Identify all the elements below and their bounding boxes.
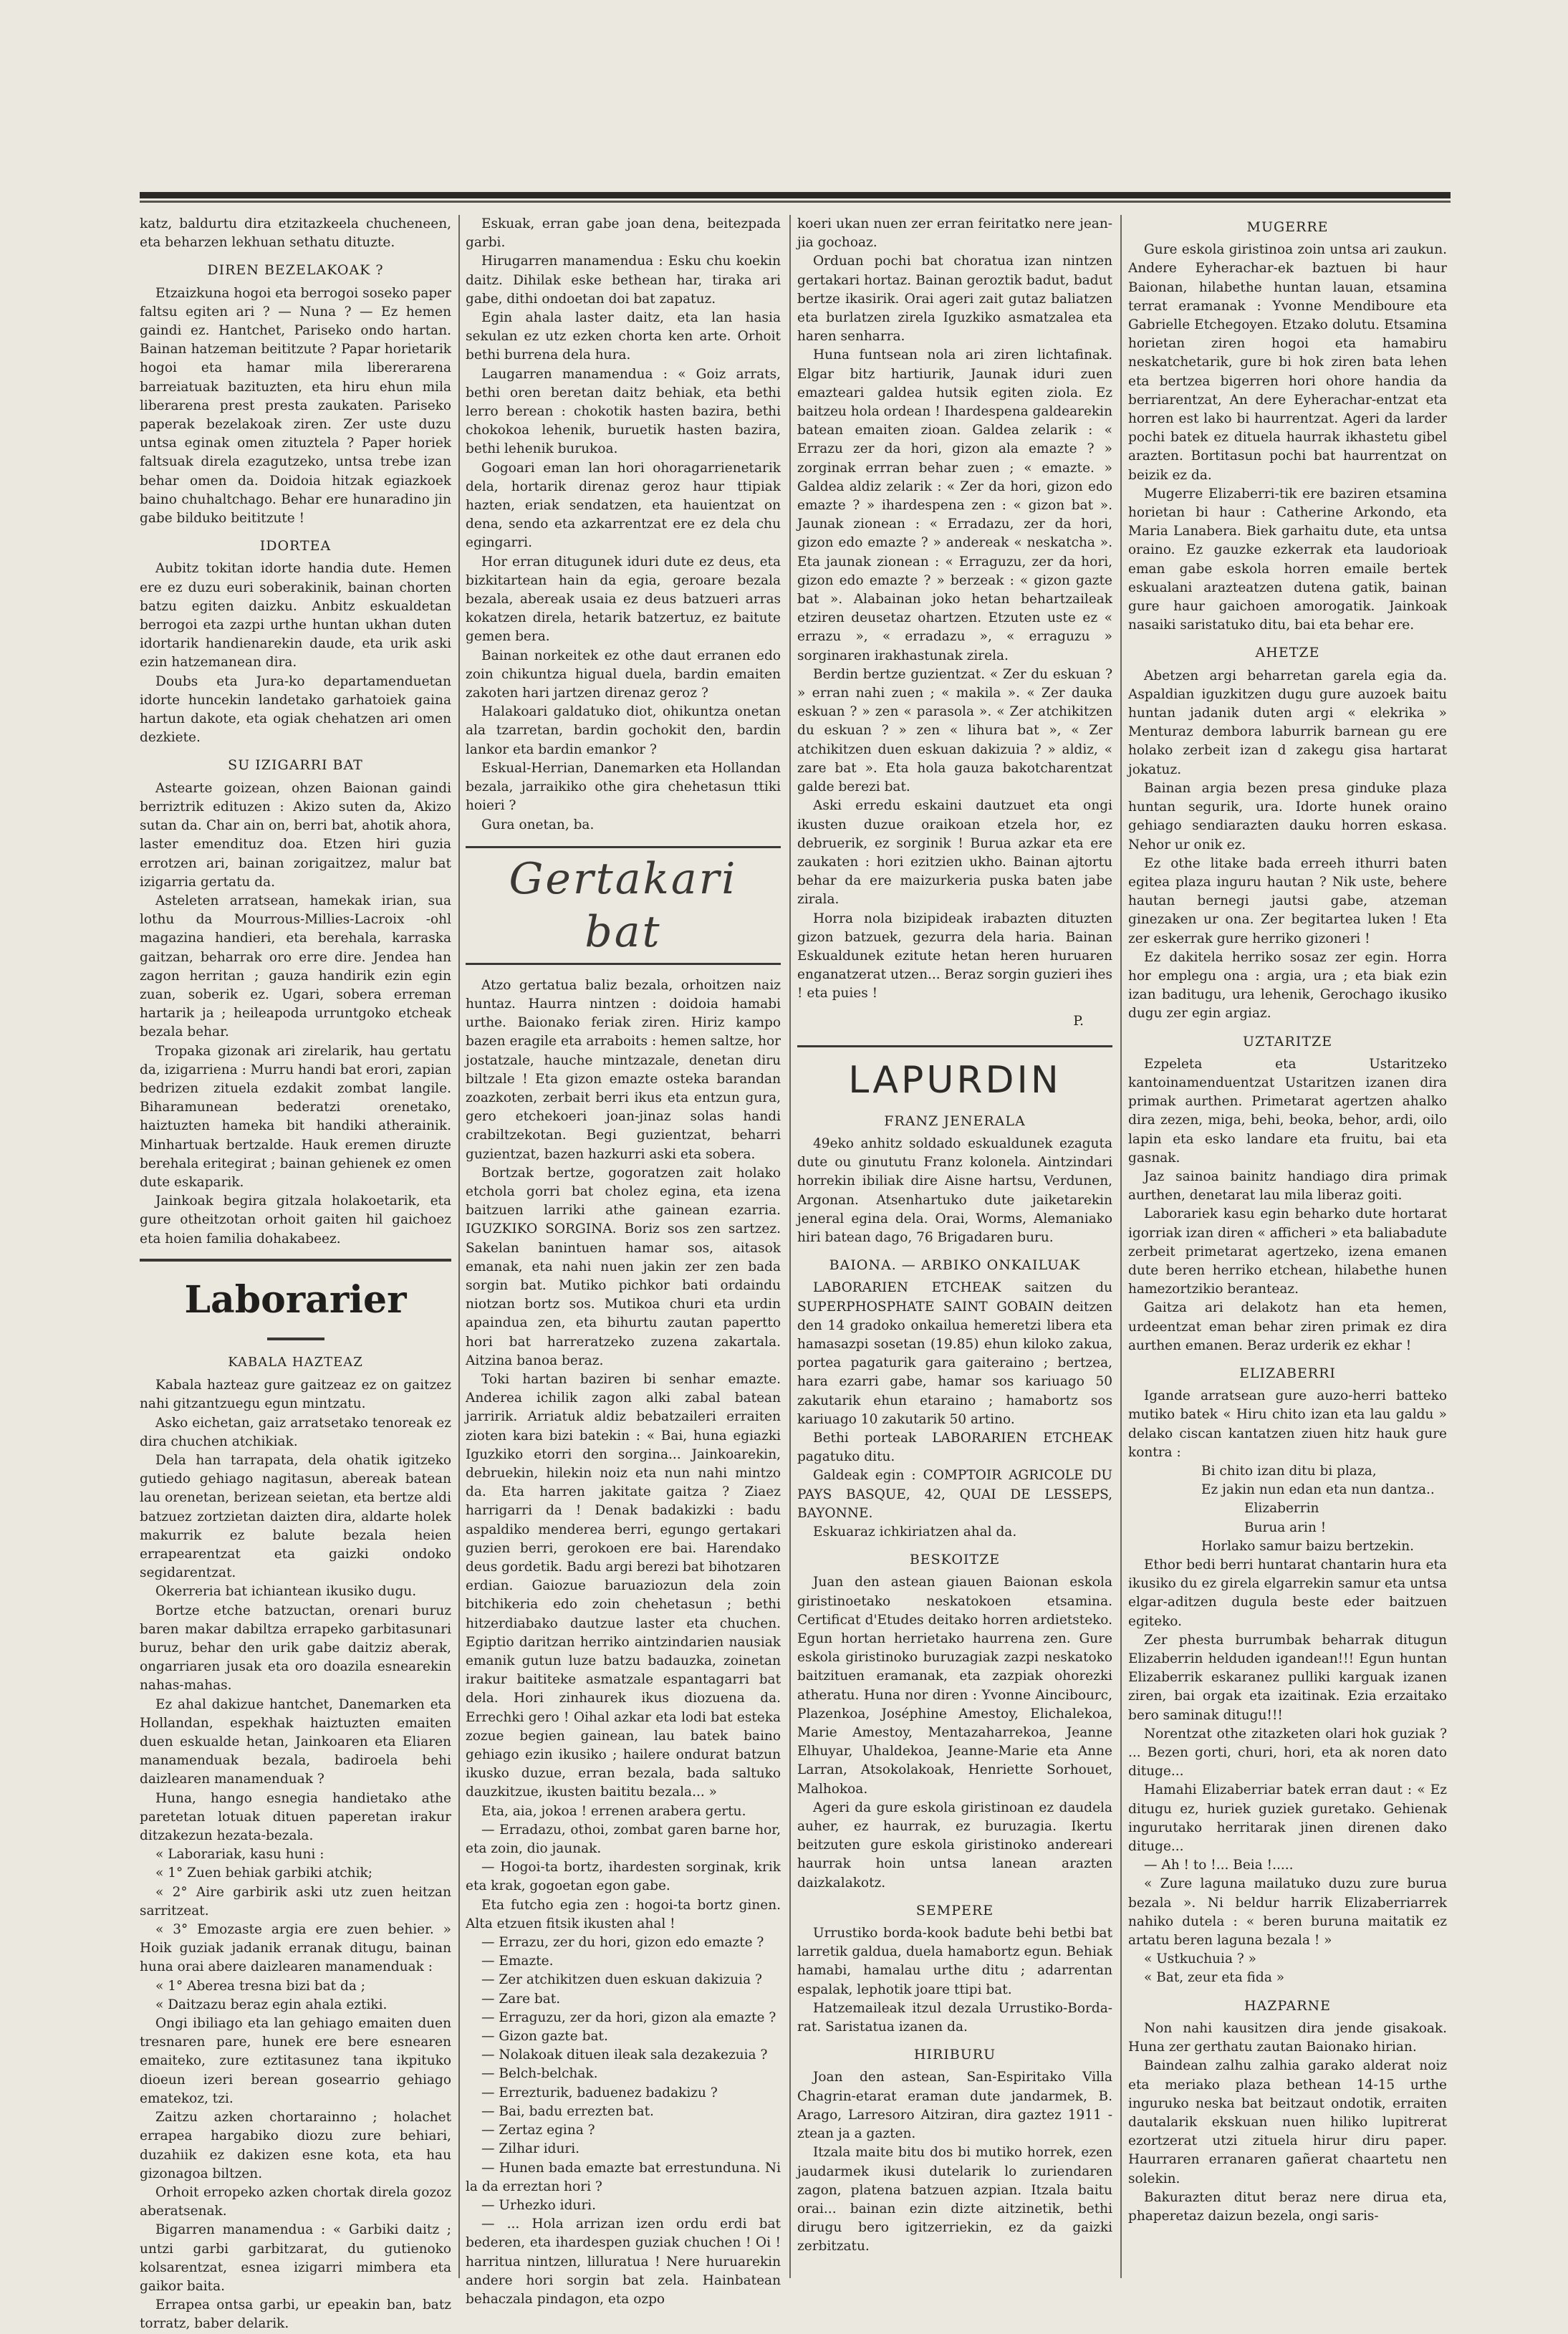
heading-ornament — [140, 1327, 451, 1346]
section-heading: HAZPARNE — [1244, 1997, 1332, 2014]
dialogue-line: — Bai, badu errezten bat. — [481, 2103, 654, 2119]
section-heading: ELIZABERRI — [1239, 1365, 1336, 1381]
section-heading: BESKOITZE — [909, 1552, 1001, 1568]
dialogue-line: — Zilhar iduri. — [481, 2141, 580, 2157]
paragraph: Joan den astean, San-Espiritako Villa Chagrin-etarat eraman dute jandarmek, B. Arago, Larresoro Aitziran, dira gaztez 1911 -ztean ja a gazten. — [797, 2070, 1112, 2142]
column-divider — [458, 215, 460, 2278]
paragraph: « Bat, zeur eta fida » — [1144, 1970, 1285, 1986]
column-3 — [797, 215, 1112, 2292]
paragraph: Doubs eta Jura-ko departamenduetan idorte huncekin landetako garhatoiek gaina hartun dakote, eta ogiak chehatzen ari omen dezkiete. — [140, 673, 451, 746]
paragraph: Dela han tarrapata, dela ohatik igitzeko gutiedo gehiago nagitasun, abereak batean lau orenetan, berizean seietan, eta bertze aldi batzuez zortzietan daizten dira, aldarte holek makurrik ez balute bezala heien errapearentzat eta gaizki ondoko segidarentzat. — [140, 1452, 451, 1581]
paragraph: « 1° Zuen behiak garbiki atchik; — [155, 1865, 372, 1881]
paragraph: Bainan norkeitek ez othe daut erranen edo zoin chikuntza higual duela, bardin emaiten zakoten hari jartzen direnaz geroz ? — [466, 648, 781, 701]
dialogue-line: — Zer atchikitzen duen eskuan dakizuia ? — [481, 1972, 762, 1988]
paragraph: Tropaka gizonak ari zirelarik, hau gertatu da, izigarriena : Murru handi bat erori, zapian bedrizen zituela ezdakit zombat langile. Biharamunean bederatzi orenetako, haiztuzten hameka bit handiki atherainik. Minhartuak bertzalde. Hauk eremen diruzte berehala eritegirat ; bainan gehienek ez omen dute eskaparik. — [140, 1043, 451, 1190]
paragraph: Baindean zalhu zalhia garako alderat noiz eta meriako plaza bethean 14-15 urthe inguruko neska bat beitzaut ondotik, erraiten dautalarik ekskuan nuen hiliko lupitrerat ezortzerat utzi zituela hirur diru paper. Haurraren erranaren gañerat chaartetu nen solekin. — [1128, 2058, 1447, 2186]
paragraph: « Zure laguna mailatuko duzu zure burua bezala ». Ni beldur harrik Elizaberriarrek nahiko dutela : « beren buruna maitatik ez artatu beren laguna bezala ! » — [1128, 1876, 1447, 1949]
paragraph: Astearte goizean, ohzen Baionan gaindi berriztrik edituzen : Akizo suten da, Akizo sutan da. Char ain on, berri bat, ahotik ahora, laster emendituz doa. Etzen hiri guzia errotzen ari, bainan zorigaitzez, malur bat izigarria gertatu da. — [140, 780, 451, 890]
paragraph: Ez othe litake bada erreeh ithurri baten egitea plaza inguru hautan ? Nik uste, behere hautan bernegi jautsi gabe, atzeman ginezaken ur ona. Zer begitartea luken ! Eta zer eskerrak gure herriko gizoneri ! — [1128, 855, 1447, 946]
dialogue-line: — Urhezko iduri. — [481, 2197, 596, 2213]
gertakari-heading: Gertakari bat — [466, 846, 781, 965]
paragraph: — ... Hola arrizan izen ordu erdi bat bederen, eta ihardespen guziak chuchen ! Oi ! harritua nintzen, lilluratua ! Nere huruarekin andere hori sorgin bat zela. Hainbatean behaczala pindagon, eta ozpo — [466, 2217, 781, 2307]
column-divider — [789, 215, 791, 2278]
paragraph: Bakurazten ditut beraz nere dirua eta, phaperetaz daizun bezela, ongi saris- — [1128, 2189, 1447, 2224]
paragraph: Laugarren manamendua : « Goiz arrats, bethi oren beretan daitz behiak, eta bethi lerro berean : chokotik hasten bazira, bethi chokokoa lehenik, buruetik hasten bazira, bethi lehenik burukoa. — [466, 366, 781, 457]
paragraph: Eskual-Herrian, Danemarken eta Hollandan bezala, jarraikiko othe gira chehetasun ttiki hoieri ? — [466, 760, 781, 814]
dialogue-line: — Zertaz egina ? — [481, 2123, 595, 2138]
dialogue-line: — Gizon gazte bat. — [481, 2029, 608, 2045]
section-heading: UZTARITZE — [1242, 1033, 1333, 1050]
paragraph: Jainkoak begira gitzala holakoetarik, eta gure otheitzotan orhoit gaiten hil gaichoez eta hoien familia dohakabeez. — [140, 1194, 451, 1247]
paragraph: Hamahi Elizaberriar batek erran daut : « Ez ditugu ez, huriek guziek guretako. Gehienak ingurutako herritarak jinen direnen dako dituge... — [1128, 1782, 1447, 1855]
paragraph: Horra nola bizipideak irabazten dituzten gizon batzuek, gezurra dela haria. Bainan Eskualdunek ezitute hetan heren huruaren enganatzerat utzen... Beraz sorgin guzieri ihes ! eta puies ! — [797, 911, 1112, 1002]
section-heading: KABALA HAZTEAZ — [228, 1354, 363, 1370]
section-heading: SU IZIGARRI BAT — [228, 757, 363, 774]
paragraph: Igande arratsean gure auzo-herri batteko mutiko batek « Hiru chito izan eta lau galdu » delako ciscan kantatzen ziuen hitz hauk gure kontra : — [1128, 1388, 1447, 1460]
verse-line: Ez jakin nun edan eta nun dantza.. — [1201, 1482, 1435, 1498]
section-heading: HIRIBURU — [913, 2047, 996, 2063]
paragraph: « 2° Aire garbirik aski utz zuen heitzan sarritzeat. — [140, 1884, 451, 1918]
dialogue-line: — Erradazu, othoi, zombat garen barne hor, eta zoin, dio jaunak. — [466, 1822, 781, 1857]
paragraph: Errapea ontsa garbi, ur epeakin ban, batz torratz, baber delarik. — [140, 2297, 451, 2332]
section-heading: SEMPERE — [915, 1902, 994, 1918]
paragraph: Zer phesta burrumbak beharrak ditugun Elizaberrin helduden igandean!!! Egun huntan Elizaberrik eskaranez pulliki karguak izanen ziren, bai orgak eta izaitinak. Ezia erzaitako bero saminak ditugu!!! — [1128, 1632, 1447, 1723]
paragraph: Ezpeleta eta Ustaritzeko kantoinamenduentzat Ustaritzen izanen dira primak aurthen. Primetarat agertzen ahalko dira zezen, miga, behi, beoka, behor, ardi, oilo lapin eta esko landare eta fruitu, bai eta gasnak. — [1128, 1056, 1447, 1166]
paragraph: Gure eskola giristinoa zoin untsa ari zaukun. Andere Eyherachar-ek baztuen bi haur Baionan, hilabethe huntan lauan, etsamina terrat eramanak : Yvonne Mendiboure eta Gabrielle Etchegoyen. Etzako dolutu. Etsamina horietan ziren hogoi eta hamabiru neskatchetarik, gure bi hok ziren bata lehen eta bertzea bigerren hori ohore handia da berriarentzat, An dere Eyherachar-entzat eta horren est lako bi haurrentzat. Ageri da larder pochi batek ez dituela haurrak ikhastetu gibel arazten. Bortitasun pochi bat haurrentzat on beizik ez da. — [1128, 242, 1447, 483]
paragraph: Orduan pochi bat choratua izan nintzen gertakari hortaz. Bainan geroztik badut, badut bertze ikasirik. Orai ageri zait gutaz baliatzen eta burlatzen zirela Iguzkiko asmatzalea eta haren senharra. — [797, 254, 1112, 345]
section-heading: BAIONA. — ARBIKO ONKAILUAK — [829, 1257, 1081, 1274]
paragraph: Kabala hazteaz gure gaitzeaz ez on gaitzez nahi gitzantzuegu egun mintzatu. — [140, 1378, 451, 1412]
paragraph: Ez ahal dakizue hantchet, Danemarken eta Hollandan, espekhak haiztuzten emaiten duen eskualde hetan, Jainkoaren eta Eliaren manamenduak bezala, badiroela behi daizlearen manamenduak ? — [140, 1696, 451, 1787]
paragraph: Orhoit erropeko azken chortak direla gozoz aberatsenak. — [140, 2184, 451, 2219]
paragraph: LABORARIEN ETCHEAK saitzen du SUPERPHOSPHATE SAINT GOBAIN deitzen den 14 gradoko onkailua hemeretzi libera eta hamasazpi sosetan (19.85) ehun kiloko zakua, portea pagaturik gara gaiteraino ; bertzea, hara ezarri gabe, hamar sos kariuago 50 zakutarik ehun etaraino ; hamabortz sos kariuago 10 zakutarik 50 artino. — [797, 1280, 1112, 1427]
paragraph: katz, baldurtu dira etzitazkeela chucheneen, eta beharzen lekhuan sethatu dituzte. — [140, 216, 451, 251]
column-4 — [1128, 215, 1447, 2292]
paragraph: Abetzen argi beharretan garela egia da. Aspaldian iguzkitzen dugu gure auzoek baitu huntan jadanik duten argi « elekrika » Menturaz dembora laburrik barnean gu ere holako zerbeit izan d zakegu gisa hartarat jokatuz. — [1128, 668, 1447, 777]
column-1 — [140, 215, 451, 2332]
paragraph: « Daitzazu beraz egin ahala eztiki. — [155, 1997, 388, 2012]
dialogue-line: Eta futcho egia zen : hogoi-ta bortz ginen. Alta etzuen fitsik ikusten ahal ! — [466, 1897, 781, 1931]
paragraph: Aubitz tokitan idorte handia dute. Hemen ere ez duzu euri soberakinik, bainan chorten batzu egiten daizku. Anbitz eskualdetan berrogoi eta zazpi urthe huntan ukhan duten idortarik handienarekin daude, eta urik aski ezin hatzemanean dira. — [140, 561, 451, 671]
dialogue-line: — Belch-belchak. — [481, 2066, 598, 2082]
paragraph: Itzala maite bitu dos bi mutiko horrek, ezen jaudarmek ikusi dutelarik lo zuriendaren zagon, platena batzuen azpian. Itzala baitu orai... bainan ezin dizte aitzinetik, bethi dirugu bero igitzerriekin, ez da gaizki zerbitzatu. — [797, 2145, 1112, 2254]
paragraph: — Ah ! to !... Beia !..... — [1144, 1858, 1294, 1873]
section-separator — [140, 1259, 451, 1262]
column-divider — [1120, 215, 1122, 2278]
paragraph: Hatzemaileak itzul dezala Urrustiko-Borda-rat. Saristatua izanen da. — [797, 2000, 1112, 2035]
section-heading: DIREN BEZELAKOAK ? — [207, 262, 384, 279]
paragraph: Zaitzu azken chortarainno ; holachet errapea hargabiko diozu zure behiari, duzahiik ez dakizen esne kota, eta hau gizonagoa biltzen. — [140, 2110, 451, 2181]
paragraph: Ez dakitela herriko sosaz zer egin. Horra hor emplegu ona : argia, ura ; eta biak ezin izan baditugu, ura lehenik, Gerochago ikusiko dugu zer egin argiaz. — [1128, 949, 1447, 1022]
paragraph: Gogoari eman lan hori ohoragarrienetarik dela, hortarik direnaz geroz haur ttipiak hazten, eriak sendatzen, eta hauientzat on dena, sendo eta azkarrentzat ere ez dela chu egingarri. — [466, 460, 781, 551]
section-heading: FRANZ JENERALA — [884, 1113, 1026, 1129]
paragraph: Galdeak egin : COMPTOIR AGRICOLE DU PAYS BASQUE, 42, QUAI DE LESSEPS, BAYONNE. — [797, 1468, 1112, 1521]
dialogue-line: — Emazte. — [481, 1954, 554, 1969]
paragraph: Asteleten arratsean, hamekak irian, sua lothu da Mourrous-Millies-Lacroix -ohl magazina handieri, eta berehala, karraska gaitzan, beharrak oro erre dire. Jendea han zagon herritan ; gauza handirik ezin egin zuan, soberik ez. Ugari, sobera erreman hartarik ja ; heileapoda urruntgoko etcheak bezala behar. — [140, 893, 451, 1040]
dialogue-line: — Erraguzu, zer da hori, gizon ala emazte ? — [481, 2009, 776, 2025]
laborarier-heading: Laborarier — [184, 1277, 407, 1322]
dialogue-line: — Zare bat. — [481, 1991, 561, 2007]
dialogue-line: — Errezturik, baduenez badakizu ? — [481, 2085, 718, 2100]
paragraph: Atzo gertatua baliz bezala, orhoitzen naiz huntaz. Haurra nintzen : doidoia hamabi urthe. Baionako feriak ziren. Hiriz kampo bazen eragile eta arraboits : hemen saltze, hor jostatzale, hauche mintzazale, denetan diru biltzale ! Eta gizon emazte osteka barandan zoazkoten, zerbait berri ikus eta entzun gura, gero etchekoeri joan-jinaz solas handi crabiltzekotan. Begi guzientzat, beharri guzientzat, bazen hazkurri aski eta sobera. — [466, 977, 781, 1162]
dialogue-line: — Errazu, zer du hori, gizon edo emazte ? — [481, 1935, 764, 1951]
paragraph: koeri ukan nuen zer erran feiritatko nere jean-jia gochoaz. — [797, 216, 1112, 251]
column-2 — [466, 215, 781, 2307]
paragraph: Berdin bertze guzientzat. « Zer du eskuan ? » erran nahi zuen ; « makila ». « Zer dauka eskuan ? » zen « parasola ». « Zer atchikitzen du eskuan ? » zen « lihura bat », « Zer atchikitzen duen eskuan dakizuia ? » aldiz, « zare bat ». Eta hola gauza bakotcharentzat galde berezi bat. — [797, 666, 1112, 795]
dialogue-line: — Nolakoak dituen ileak sala dezakezuia ? — [481, 2047, 768, 2063]
dialogue-line: — Hunen bada emazte bat errestunduna. Ni la da erreztan hori ? — [466, 2160, 781, 2194]
article-signature: P. — [1073, 1013, 1084, 1029]
verse-line: Horlako samur baizu bertzekin. — [1201, 1538, 1415, 1554]
paragraph: Gaitza ari delakotz han eta hemen, urdeentzat eman behar ziren primak ez dira aurthen emanen. Beraz urderik ez ekhar ! — [1128, 1300, 1447, 1353]
paragraph: Etzaizkuna hogoi eta berrogoi soseko paper faltsu egiten ari ? — Nuna ? — Ez hemen gaindi ez. Hantchet, Pariseko ondo hartan. Bainan hatzeman beititzute ? Papar horietarik hogoi eta hamar mila libererarena barreiatuak bazituzten, eta hiru ehun mila liberarena prest presta zaukaten. Pariseko paperak bezelakoak ziren. Zer uste duzu untsa eginak omen zituztela ? Paper horiek faltsuak direla ezagutzeko, untsa trebe izan behar omen da. Doidoia hitzak egiazkoek baino chuhaltchago. Behar ere hunaradino jin gabe bilduko beititzute ! — [140, 285, 451, 527]
paragraph: Halakoari galdatuko diot, ohikuntza onetan ala tzarretan, bardin gochokit den, bardin lankor eta bardin emankor ? — [466, 704, 781, 757]
top-rule — [140, 192, 1451, 198]
paragraph: Mugerre Elizaberri-tik ere baziren etsamina horietan bi haur : Catherine Arkondo, eta Maria Lanabera. Biek garhaitu dute, eta untsa oraino. Ez gauzke ezkerrak eta laudorioak eman gabe eskola horren emaile bertek eskualani arazteatzen dutena gatik, bainan gure haur gaichoen amorogatik. Jainkoak nasaiki saristatuko ditu, bai eta behar ere. — [1128, 486, 1447, 633]
paragraph: Ageri da gure eskola giristinoan ez daudela auher, ez haurrak, ez buruzagia. Ikertu beitzuten gure eskola giristinoko andereari haurrak hoin untsa lanean arazten daizkalakotz. — [797, 1800, 1112, 1891]
paragraph: Bortzak bertze, gogoratzen zait holako etchola gorri bat cholez egina, eta izena baitzuen larriki athe gainean ezarria. IGUZKIKO SORGINA. Boriz sos zen sartzez. Sakelan banintuen hamar sos, aitasok emanak, eta nahi nuen jakin zer zen bada sorgin bat. Mutiko pichkor bati ordaindu niotzan bortz sos. Mutikoa churi eta urdin apaindua zen, eta bihurtu zautan papertto hori bat harreratzeko zuzena zakartala. Aitzina banoa beraz. — [466, 1165, 781, 1368]
paragraph: Bigarren manamendua : « Garbiki daitz ; untzi garbi garbitzarat, du gutienoko kolsarentzat, esnea izigarri mimbera eta gaikor baita. — [140, 2222, 451, 2294]
paragraph: « Laborariak, kasu huni : — [155, 1847, 324, 1863]
paragraph: Laborariek kasu egin beharko dute hortarat igorriak izan diren « afficheri » eta baliabadute zerbeit primetarat agertzeko, izena emanen dute beren herriko etchean, hilabethe hunen hamezortzikio beranteaz. — [1128, 1206, 1447, 1297]
paragraph: Hirugarren manamendua : Esku chu koekin daitz. Dihilak eske bethean har, tiraka ari gabe, dithi ondoetan doi bat zapatuz. — [466, 254, 781, 307]
paragraph: Juan den astean giauen Baionan eskola giristinoetako neskatokoen etsamina. Certificat d'Etudes deitako horren ardietsteko. Egun hortan herrietako haurrena zen. Gure eskola giristinoko buruzagiak zazpi neskatoko baitzituen eramanak, eta zazpiak ohorezki atheratu. Huna nor diren : Yvonne Aincibourc, Plazenkoa, Joséphine Amestoy, Elichalekoa, Marie Amestoy, Mentazaharrekoa, Jeanne Elhuyar, Uhaldekoa, Jeanne-Marie eta Anne Larran, Atsokolakoak, Henriette Sorhouet, Malhokoa. — [797, 1575, 1112, 1797]
paragraph: Hor erran ditugunek iduri dute ez deus, eta bizkitartean hain da egia, geroare bezala bezala, abereak usaia ez deus batzueri arras kokatzen direla, hetarik batzertuz, ez baitute gemen bera. — [466, 554, 781, 645]
paragraph: Aski erredu eskaini dautzuet eta ongi ikusten duzue oraikoan etzela hor, ez debruerik, ez sorginik ! Burua azkar eta ere zaukaten : hori ezitzien ukho. Bainan ajtortu behar da ere maizurkeria puska baten jabe zirala. — [797, 798, 1112, 908]
paragraph: Egin ahala laster daitz, eta lan hasia sekulan ez utz ezken chorta ken arte. Orhoit bethi burrena dela hura. — [466, 310, 781, 363]
section-heading: AHETZE — [1255, 645, 1320, 661]
paragraph: Urrustiko borda-kook badute behi betbi bat larretik galdua, duela hamabortz egun. Behiak hamabi, hamalau urthe ditu ; adarrentan espalak, lephotik joare ttipi bat. — [797, 1926, 1112, 1997]
section-heading: IDORTEA — [259, 538, 332, 554]
paragraph: Eta, aia, jokoa ! errenen arabera gertu. — [481, 1803, 746, 1819]
verse-line: Burua arin ! — [1244, 1519, 1327, 1535]
paragraph: 49eko anhitz soldado eskualdunek ezaguta dute ou ginututu Franz kolonela. Aintzindari horrekin ibiliak dire Aisne hartsu, Verdunen, Argonan. Atsenhartuko dute jaiketarekin jeneral egina dela. Orai, Worms, Alemaniako hiri batean dago, 76 Brigadaren buru. — [797, 1135, 1112, 1245]
paragraph: Bortze etche batzuctan, orenari buruz baren makar dabiltza errapeko garbitasunari buruz, behar den urik gabe daitziz aberak, ongarriaren jusak eta oro doazila esnearekin nahas-mahas. — [140, 1603, 451, 1694]
paragraph: Huna funtsean nola ari ziren lichtafinak. Elgar bitz hartiurik, Jaunak iduri zuen emazteari galdea hutsik egiten ziola. Ez baitzeu hola ordean ! Ihardespena galdearekin batean emaiten zioan. Galdea zelarik : « Errazu zer da hori, gizon ala emazte ? » zorginak errran behar zuen ; « emazte. » Galdea aldiz zelarik : « Zer da hori, gizon edo emazte ? » ihardespena zen : « gizon bat ». Jaunak zionean : « Erradazu, zer da hori, gizon edo emazte ? » andereak « neskatcha ». Eta jaunak zionean : « Erraguzu, zer da hori, gizon edo emazte ? » berzeak : « gizon gazte bat ». Alabainan joko hetan behartzaileak etziren deusetaz ohartzen. Etzuten uste ez « errazu », « erradazu », « erraguzu » sorginaren irakhastunak zirela. — [797, 347, 1112, 663]
paragraph: « Ustkuchuia ? » — [1144, 1951, 1256, 1967]
lapurdin-heading: LAPURDIN — [797, 1045, 1112, 1103]
paragraph: Bainan argia bezen presa ginduke plaza huntan segurik, ura. Idorte hunek oraino gehiago sendiarazten dauku horren eskasa. Nehor ur onik ez. — [1128, 780, 1447, 853]
verse-line: Bi chito izan ditu bi plaza, — [1201, 1464, 1377, 1479]
paragraph: Okerreria bat ichiantean ikusiko dugu. — [155, 1584, 417, 1600]
top-rule-thin — [140, 201, 1451, 203]
paragraph: Bethi porteak LABORARIEN ETCHEAK pagatuko ditu. — [797, 1430, 1112, 1465]
verse-line: Elizaberrin — [1244, 1501, 1319, 1517]
paragraph: « 1° Aberea tresna bizi bat da ; — [155, 1978, 365, 1994]
paragraph: Jaz sainoa bainitz handiago dira primak aurthen, denetarat lau mila liberaz goiti. — [1128, 1168, 1447, 1204]
section-heading: MUGERRE — [1246, 219, 1329, 235]
paragraph: Norentzat othe zitazketen olari hok guziak ? ... Bezen gorti, churi, hori, eta ak noren dato dituge... — [1128, 1726, 1447, 1780]
paragraph: Non nahi kausitzen dira jende gisakoak. Huna zer gerthatu zautan Baionako hirian. — [1128, 2020, 1447, 2055]
paragraph: Eskuaraz ichkiriatzen ahal da. — [813, 1524, 1017, 1540]
paragraph: Toki hartan baziren bi senhar emazte. Anderea ichilik zagon alki zabal batean jarririk. Arriatuk aldiz bebatzaileri erraiten zioten kara bizi batekin : « Bai, huna egiazki Iguzkiko etorri den sorgina... Jainkoarekin, debruekin, hilekin noiz eta nun nahi mintzo da. Eta harren jakitate gaitza ? Ziaez harrigarri da ! Denak badakizki : badu aspaldiko menderea berri, egungo gertakari guzien berri, gerokoen ere bai. Harendako deus gordetik. Badu argi berezi bat bihotzaren erdian. Gaiozue baruaziozun dela zoin bitchikeria edo zoin chehetasun ; bethi hitzerdiabako dautzue laster eta chuchen. Egiptio daritzan herriko aintzindarien nausiak emanik gutun luze batzu badauzka, zoinetan irakur baititeke asmatzale espantagarri bat dela. Hori zinhaurek ikus diozuena da. Errechki gero ! Oihal azkar eta lodi bat esteka zozue begien gainean, lau batek baino gehiago ezin ikusiko ; hailere ondurat batzun ikusko duzue, erran bezala, bada saltuko dauzkitzue, ikusten baititu bezala... » — [466, 1371, 781, 1800]
paragraph: Ongi ibiliago eta lan gehiago emaiten duen tresnaren pare, hunek ere bere esnearen emaiteko, zure eztitasunez tana ikpituko dioeun izeri berean gosearrio gehiago ematekoz, tzi. — [140, 2016, 451, 2106]
dialogue-line: — Hogoi-ta bortz, ihardesten sorginak, krik eta krak, gogoetan egon gabe. — [466, 1860, 781, 1894]
paragraph: Ethor bedi berri huntarat chantarin hura eta ikusiko du ez girela elgarrekin samur eta untsa elgar-aditzen dugula beste eder baitzuen egiteko. — [1128, 1557, 1447, 1629]
paragraph: « 3° Emozaste argia ere zuen behier. » Hoik guziak jadanik erranak ditugu, bainan huna orai abere daizlearen manamenduak : — [140, 1922, 451, 1975]
paragraph: Asko eichetan, gaiz arratsetako tenoreak ez dira chuchen atchikiak. — [140, 1415, 451, 1449]
paragraph: Eskuak, erran gabe joan dena, beitezpada garbi. — [466, 216, 781, 251]
paragraph: Huna, hango esnegia handietako athe paretetan lotuak dituen paperetan irakur ditzakezun hezata-bezala. — [140, 1790, 451, 1844]
paragraph: Gura onetan, ba. — [481, 817, 595, 832]
